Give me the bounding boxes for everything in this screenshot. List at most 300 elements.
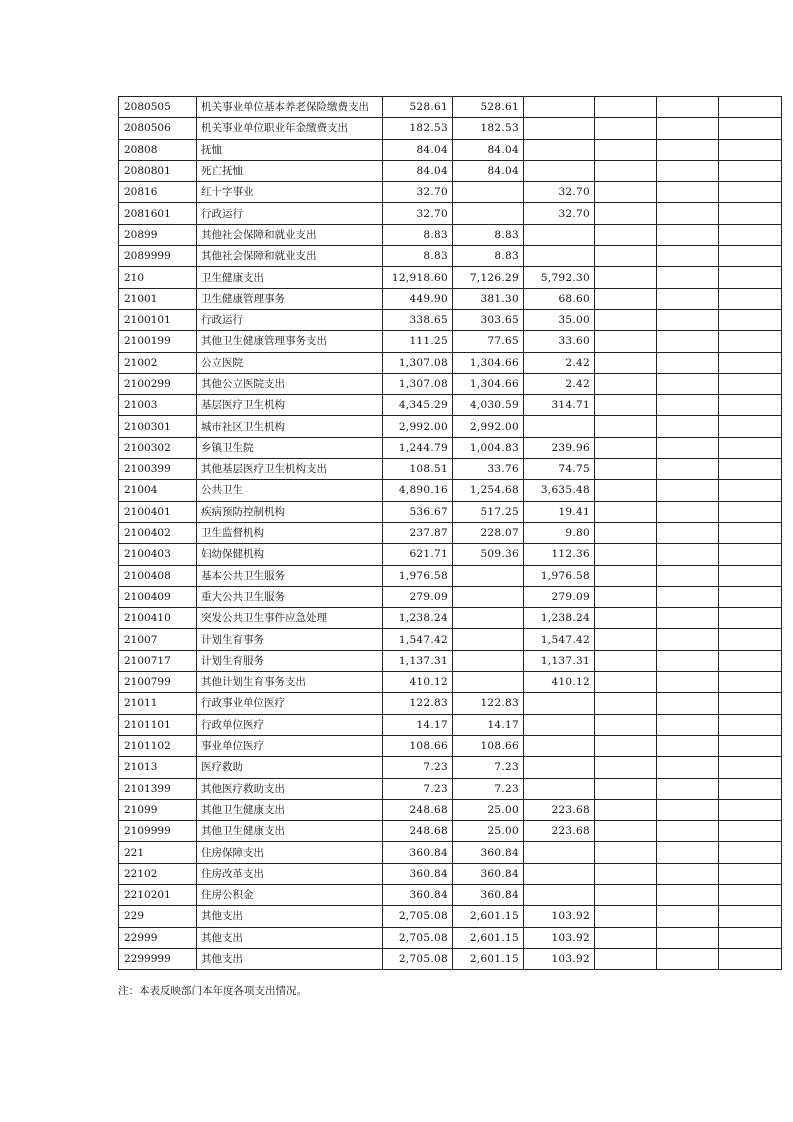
table-row (119, 416, 782, 437)
account-name-cell: 基层医疗卫生机构 (197, 395, 383, 416)
account-name-cell: 机关事业单位基本养老保险缴费支出 (197, 97, 383, 118)
project-expenditure-cell: 279.09 (524, 586, 595, 607)
table-row (119, 884, 782, 905)
account-name-cell: 妇幼保健机构 (197, 544, 383, 565)
project-expenditure-cell: 112.36 (524, 544, 595, 565)
empty-cell (719, 863, 782, 884)
account-code-cell: 22999 (119, 927, 197, 948)
total-amount-cell: 108.51 (383, 459, 453, 480)
project-expenditure-cell: 1,976.58 (524, 565, 595, 586)
basic-expenditure-cell: 1,254.68 (453, 480, 524, 501)
table-row (119, 459, 782, 480)
total-amount-cell: 410.12 (383, 672, 453, 693)
table-row (119, 714, 782, 735)
account-name-cell: 行政事业单位医疗 (197, 693, 383, 714)
table-row (119, 437, 782, 458)
empty-cell (657, 288, 719, 309)
account-name-cell: 卫生健康管理事务 (197, 288, 383, 309)
account-code-cell: 2210201 (119, 884, 197, 905)
table-row (119, 160, 782, 181)
account-code-cell: 2089999 (119, 246, 197, 267)
project-expenditure-cell (524, 693, 595, 714)
account-code-cell: 21002 (119, 352, 197, 373)
account-name-cell: 乡镇卫生院 (197, 437, 383, 458)
basic-expenditure-cell: 2,992.00 (453, 416, 524, 437)
empty-cell (595, 395, 657, 416)
account-name-cell: 其他社会保障和就业支出 (197, 224, 383, 245)
empty-cell (595, 352, 657, 373)
empty-cell (595, 437, 657, 458)
total-amount-cell: 279.09 (383, 586, 453, 607)
empty-cell (657, 629, 719, 650)
basic-expenditure-cell: 381.30 (453, 288, 524, 309)
empty-cell (657, 331, 719, 352)
total-amount-cell: 360.84 (383, 863, 453, 884)
basic-expenditure-cell: 84.04 (453, 160, 524, 181)
account-code-cell: 2100717 (119, 650, 197, 671)
empty-cell (657, 480, 719, 501)
empty-cell (595, 480, 657, 501)
table-row (119, 267, 782, 288)
account-name-cell: 其他基层医疗卫生机构支出 (197, 459, 383, 480)
total-amount-cell: 32.70 (383, 182, 453, 203)
empty-cell (657, 459, 719, 480)
empty-cell (595, 139, 657, 160)
empty-cell (657, 672, 719, 693)
account-code-cell: 21011 (119, 693, 197, 714)
account-code-cell: 2100302 (119, 437, 197, 458)
table-row (119, 927, 782, 948)
empty-cell (657, 118, 719, 139)
empty-cell (657, 948, 719, 969)
total-amount-cell: 1,307.08 (383, 373, 453, 394)
empty-cell (595, 160, 657, 181)
total-amount-cell: 2,705.08 (383, 948, 453, 969)
basic-expenditure-cell: 77.65 (453, 331, 524, 352)
account-name-cell: 死亡抚恤 (197, 160, 383, 181)
account-name-cell: 行政单位医疗 (197, 714, 383, 735)
account-name-cell: 住房改革支出 (197, 863, 383, 884)
empty-cell (595, 544, 657, 565)
account-code-cell: 2101101 (119, 714, 197, 735)
total-amount-cell: 7.23 (383, 778, 453, 799)
empty-cell (719, 629, 782, 650)
empty-cell (719, 373, 782, 394)
basic-expenditure-cell: 2,601.15 (453, 927, 524, 948)
account-code-cell: 20899 (119, 224, 197, 245)
total-amount-cell: 621.71 (383, 544, 453, 565)
empty-cell (719, 416, 782, 437)
basic-expenditure-cell: 2,601.15 (453, 948, 524, 969)
empty-cell (595, 309, 657, 330)
account-name-cell: 计划生育服务 (197, 650, 383, 671)
account-code-cell: 2080801 (119, 160, 197, 181)
account-name-cell: 行政运行 (197, 203, 383, 224)
empty-cell (719, 586, 782, 607)
account-code-cell: 2109999 (119, 821, 197, 842)
total-amount-cell: 2,705.08 (383, 927, 453, 948)
table-row (119, 309, 782, 330)
empty-cell (595, 586, 657, 607)
account-code-cell: 21004 (119, 480, 197, 501)
account-code-cell: 21001 (119, 288, 197, 309)
account-code-cell: 2080506 (119, 118, 197, 139)
account-code-cell: 221 (119, 842, 197, 863)
basic-expenditure-cell: 1,304.66 (453, 352, 524, 373)
empty-cell (719, 160, 782, 181)
basic-expenditure-cell (453, 565, 524, 586)
account-code-cell: 2101399 (119, 778, 197, 799)
table-row (119, 203, 782, 224)
empty-cell (719, 246, 782, 267)
table-row (119, 735, 782, 756)
empty-cell (719, 224, 782, 245)
empty-cell (719, 714, 782, 735)
account-code-cell: 210 (119, 267, 197, 288)
account-code-cell: 2101102 (119, 735, 197, 756)
basic-expenditure-cell: 108.66 (453, 735, 524, 756)
table-row (119, 629, 782, 650)
empty-cell (657, 544, 719, 565)
total-amount-cell: 1,976.58 (383, 565, 453, 586)
account-name-cell: 重大公共卫生服务 (197, 586, 383, 607)
table-row (119, 821, 782, 842)
basic-expenditure-cell: 228.07 (453, 522, 524, 543)
account-name-cell: 其他卫生健康管理事务支出 (197, 331, 383, 352)
empty-cell (719, 437, 782, 458)
empty-cell (595, 799, 657, 820)
empty-cell (657, 714, 719, 735)
empty-cell (657, 650, 719, 671)
empty-cell (657, 565, 719, 586)
total-amount-cell: 4,345.29 (383, 395, 453, 416)
empty-cell (595, 224, 657, 245)
empty-cell (657, 395, 719, 416)
empty-cell (719, 778, 782, 799)
empty-cell (657, 139, 719, 160)
empty-cell (719, 395, 782, 416)
empty-cell (719, 906, 782, 927)
account-name-cell: 城市社区卫生机构 (197, 416, 383, 437)
basic-expenditure-cell: 7.23 (453, 778, 524, 799)
account-code-cell: 2100799 (119, 672, 197, 693)
basic-expenditure-cell (453, 182, 524, 203)
project-expenditure-cell: 3,635.48 (524, 480, 595, 501)
total-amount-cell: 111.25 (383, 331, 453, 352)
empty-cell (657, 884, 719, 905)
basic-expenditure-cell: 360.84 (453, 884, 524, 905)
account-name-cell: 基本公共卫生服务 (197, 565, 383, 586)
empty-cell (719, 757, 782, 778)
table-row (119, 608, 782, 629)
table-row (119, 757, 782, 778)
empty-cell (595, 246, 657, 267)
project-expenditure-cell: 19.41 (524, 501, 595, 522)
basic-expenditure-cell (453, 672, 524, 693)
account-name-cell: 事业单位医疗 (197, 735, 383, 756)
project-expenditure-cell (524, 778, 595, 799)
basic-expenditure-cell: 182.53 (453, 118, 524, 139)
basic-expenditure-cell: 122.83 (453, 693, 524, 714)
total-amount-cell: 237.87 (383, 522, 453, 543)
project-expenditure-cell: 1,547.42 (524, 629, 595, 650)
table-row (119, 480, 782, 501)
basic-expenditure-cell (453, 650, 524, 671)
empty-cell (657, 522, 719, 543)
account-name-cell: 红十字事业 (197, 182, 383, 203)
empty-cell (719, 288, 782, 309)
project-expenditure-cell: 33.60 (524, 331, 595, 352)
table-row (119, 672, 782, 693)
empty-cell (719, 799, 782, 820)
account-name-cell: 其他卫生健康支出 (197, 821, 383, 842)
total-amount-cell: 14.17 (383, 714, 453, 735)
basic-expenditure-cell (453, 629, 524, 650)
account-name-cell: 计划生育事务 (197, 629, 383, 650)
account-code-cell: 2100408 (119, 565, 197, 586)
basic-expenditure-cell: 2,601.15 (453, 906, 524, 927)
account-code-cell: 21007 (119, 629, 197, 650)
empty-cell (595, 331, 657, 352)
project-expenditure-cell (524, 863, 595, 884)
table-row (119, 650, 782, 671)
empty-cell (719, 331, 782, 352)
table-row (119, 139, 782, 160)
empty-cell (595, 927, 657, 948)
project-expenditure-cell: 314.71 (524, 395, 595, 416)
project-expenditure-cell (524, 757, 595, 778)
account-code-cell: 2100409 (119, 586, 197, 607)
empty-cell (657, 757, 719, 778)
basic-expenditure-cell: 509.36 (453, 544, 524, 565)
project-expenditure-cell: 239.96 (524, 437, 595, 458)
total-amount-cell: 8.83 (383, 224, 453, 245)
empty-cell (719, 842, 782, 863)
table-row (119, 246, 782, 267)
project-expenditure-cell: 2.42 (524, 373, 595, 394)
table-row (119, 586, 782, 607)
total-amount-cell: 338.65 (383, 309, 453, 330)
empty-cell (719, 118, 782, 139)
table-row (119, 501, 782, 522)
empty-cell (595, 501, 657, 522)
table-row (119, 352, 782, 373)
table-row (119, 331, 782, 352)
basic-expenditure-cell: 8.83 (453, 224, 524, 245)
table-row (119, 522, 782, 543)
account-name-cell: 公立医院 (197, 352, 383, 373)
account-code-cell: 20808 (119, 139, 197, 160)
basic-expenditure-cell: 84.04 (453, 139, 524, 160)
table-row (119, 395, 782, 416)
empty-cell (595, 565, 657, 586)
project-expenditure-cell (524, 714, 595, 735)
empty-cell (595, 416, 657, 437)
project-expenditure-cell: 35.00 (524, 309, 595, 330)
total-amount-cell: 248.68 (383, 821, 453, 842)
empty-cell (719, 608, 782, 629)
empty-cell (657, 373, 719, 394)
empty-cell (719, 309, 782, 330)
table-row (119, 799, 782, 820)
table-row (119, 906, 782, 927)
account-name-cell: 住房保障支出 (197, 842, 383, 863)
empty-cell (595, 629, 657, 650)
account-name-cell: 其他支出 (197, 906, 383, 927)
empty-cell (719, 97, 782, 118)
empty-cell (595, 735, 657, 756)
total-amount-cell: 360.84 (383, 842, 453, 863)
table-row (119, 288, 782, 309)
empty-cell (595, 863, 657, 884)
project-expenditure-cell: 68.60 (524, 288, 595, 309)
account-name-cell: 其他医疗救助支出 (197, 778, 383, 799)
account-name-cell: 公共卫生 (197, 480, 383, 501)
table-row (119, 118, 782, 139)
basic-expenditure-cell (453, 203, 524, 224)
project-expenditure-cell (524, 139, 595, 160)
account-code-cell: 2299999 (119, 948, 197, 969)
empty-cell (595, 608, 657, 629)
empty-cell (595, 778, 657, 799)
project-expenditure-cell: 223.68 (524, 799, 595, 820)
total-amount-cell: 1,307.08 (383, 352, 453, 373)
account-code-cell: 2100199 (119, 331, 197, 352)
account-code-cell: 229 (119, 906, 197, 927)
table-row (119, 863, 782, 884)
empty-cell (657, 437, 719, 458)
empty-cell (719, 203, 782, 224)
project-expenditure-cell: 5,792.30 (524, 267, 595, 288)
account-name-cell: 其他计划生育事务支出 (197, 672, 383, 693)
empty-cell (657, 693, 719, 714)
project-expenditure-cell (524, 118, 595, 139)
account-name-cell: 突发公共卫生事件应急处理 (197, 608, 383, 629)
table-row (119, 97, 782, 118)
project-expenditure-cell: 2.42 (524, 352, 595, 373)
total-amount-cell: 449.90 (383, 288, 453, 309)
account-name-cell: 其他社会保障和就业支出 (197, 246, 383, 267)
empty-cell (719, 735, 782, 756)
table-row (119, 565, 782, 586)
basic-expenditure-cell: 303.65 (453, 309, 524, 330)
empty-cell (595, 118, 657, 139)
basic-expenditure-cell: 360.84 (453, 842, 524, 863)
empty-cell (657, 224, 719, 245)
empty-cell (657, 842, 719, 863)
expenditure-table (118, 96, 782, 970)
account-code-cell: 2100402 (119, 522, 197, 543)
empty-cell (719, 650, 782, 671)
account-code-cell: 21013 (119, 757, 197, 778)
empty-cell (657, 97, 719, 118)
total-amount-cell: 2,705.08 (383, 906, 453, 927)
basic-expenditure-cell: 517.25 (453, 501, 524, 522)
basic-expenditure-cell: 25.00 (453, 821, 524, 842)
empty-cell (595, 884, 657, 905)
account-code-cell: 21099 (119, 799, 197, 820)
empty-cell (595, 522, 657, 543)
empty-cell (719, 927, 782, 948)
table-row (119, 693, 782, 714)
project-expenditure-cell (524, 246, 595, 267)
account-name-cell: 其他支出 (197, 927, 383, 948)
account-code-cell: 20816 (119, 182, 197, 203)
total-amount-cell: 182.53 (383, 118, 453, 139)
empty-cell (719, 352, 782, 373)
total-amount-cell: 4,890.16 (383, 480, 453, 501)
empty-cell (657, 267, 719, 288)
project-expenditure-cell: 1,238.24 (524, 608, 595, 629)
table-body (119, 97, 782, 970)
basic-expenditure-cell: 4,030.59 (453, 395, 524, 416)
basic-expenditure-cell (453, 586, 524, 607)
basic-expenditure-cell: 1,304.66 (453, 373, 524, 394)
basic-expenditure-cell: 528.61 (453, 97, 524, 118)
empty-cell (657, 160, 719, 181)
account-code-cell: 2100401 (119, 501, 197, 522)
account-code-cell: 2081601 (119, 203, 197, 224)
empty-cell (719, 139, 782, 160)
empty-cell (657, 182, 719, 203)
empty-cell (657, 608, 719, 629)
empty-cell (595, 182, 657, 203)
project-expenditure-cell (524, 842, 595, 863)
total-amount-cell: 1,238.24 (383, 608, 453, 629)
total-amount-cell: 536.67 (383, 501, 453, 522)
empty-cell (595, 693, 657, 714)
project-expenditure-cell (524, 735, 595, 756)
project-expenditure-cell (524, 416, 595, 437)
empty-cell (595, 459, 657, 480)
empty-cell (657, 863, 719, 884)
account-code-cell: 22102 (119, 863, 197, 884)
project-expenditure-cell: 103.92 (524, 948, 595, 969)
empty-cell (719, 884, 782, 905)
empty-cell (719, 948, 782, 969)
project-expenditure-cell: 32.70 (524, 182, 595, 203)
account-name-cell: 抚恤 (197, 139, 383, 160)
account-code-cell: 2080505 (119, 97, 197, 118)
basic-expenditure-cell: 1,004.83 (453, 437, 524, 458)
empty-cell (657, 416, 719, 437)
account-name-cell: 住房公积金 (197, 884, 383, 905)
total-amount-cell: 8.83 (383, 246, 453, 267)
project-expenditure-cell: 32.70 (524, 203, 595, 224)
account-code-cell: 2100301 (119, 416, 197, 437)
empty-cell (595, 203, 657, 224)
project-expenditure-cell (524, 224, 595, 245)
project-expenditure-cell: 74.75 (524, 459, 595, 480)
empty-cell (719, 267, 782, 288)
account-code-cell: 2100403 (119, 544, 197, 565)
total-amount-cell: 528.61 (383, 97, 453, 118)
basic-expenditure-cell: 7,126.29 (453, 267, 524, 288)
empty-cell (719, 565, 782, 586)
table-row (119, 778, 782, 799)
project-expenditure-cell (524, 160, 595, 181)
empty-cell (595, 267, 657, 288)
project-expenditure-cell: 103.92 (524, 906, 595, 927)
project-expenditure-cell (524, 884, 595, 905)
basic-expenditure-cell (453, 608, 524, 629)
project-expenditure-cell: 410.12 (524, 672, 595, 693)
total-amount-cell: 1,547.42 (383, 629, 453, 650)
empty-cell (719, 522, 782, 543)
project-expenditure-cell (524, 97, 595, 118)
account-name-cell: 卫生健康支出 (197, 267, 383, 288)
account-name-cell: 其他公立医院支出 (197, 373, 383, 394)
